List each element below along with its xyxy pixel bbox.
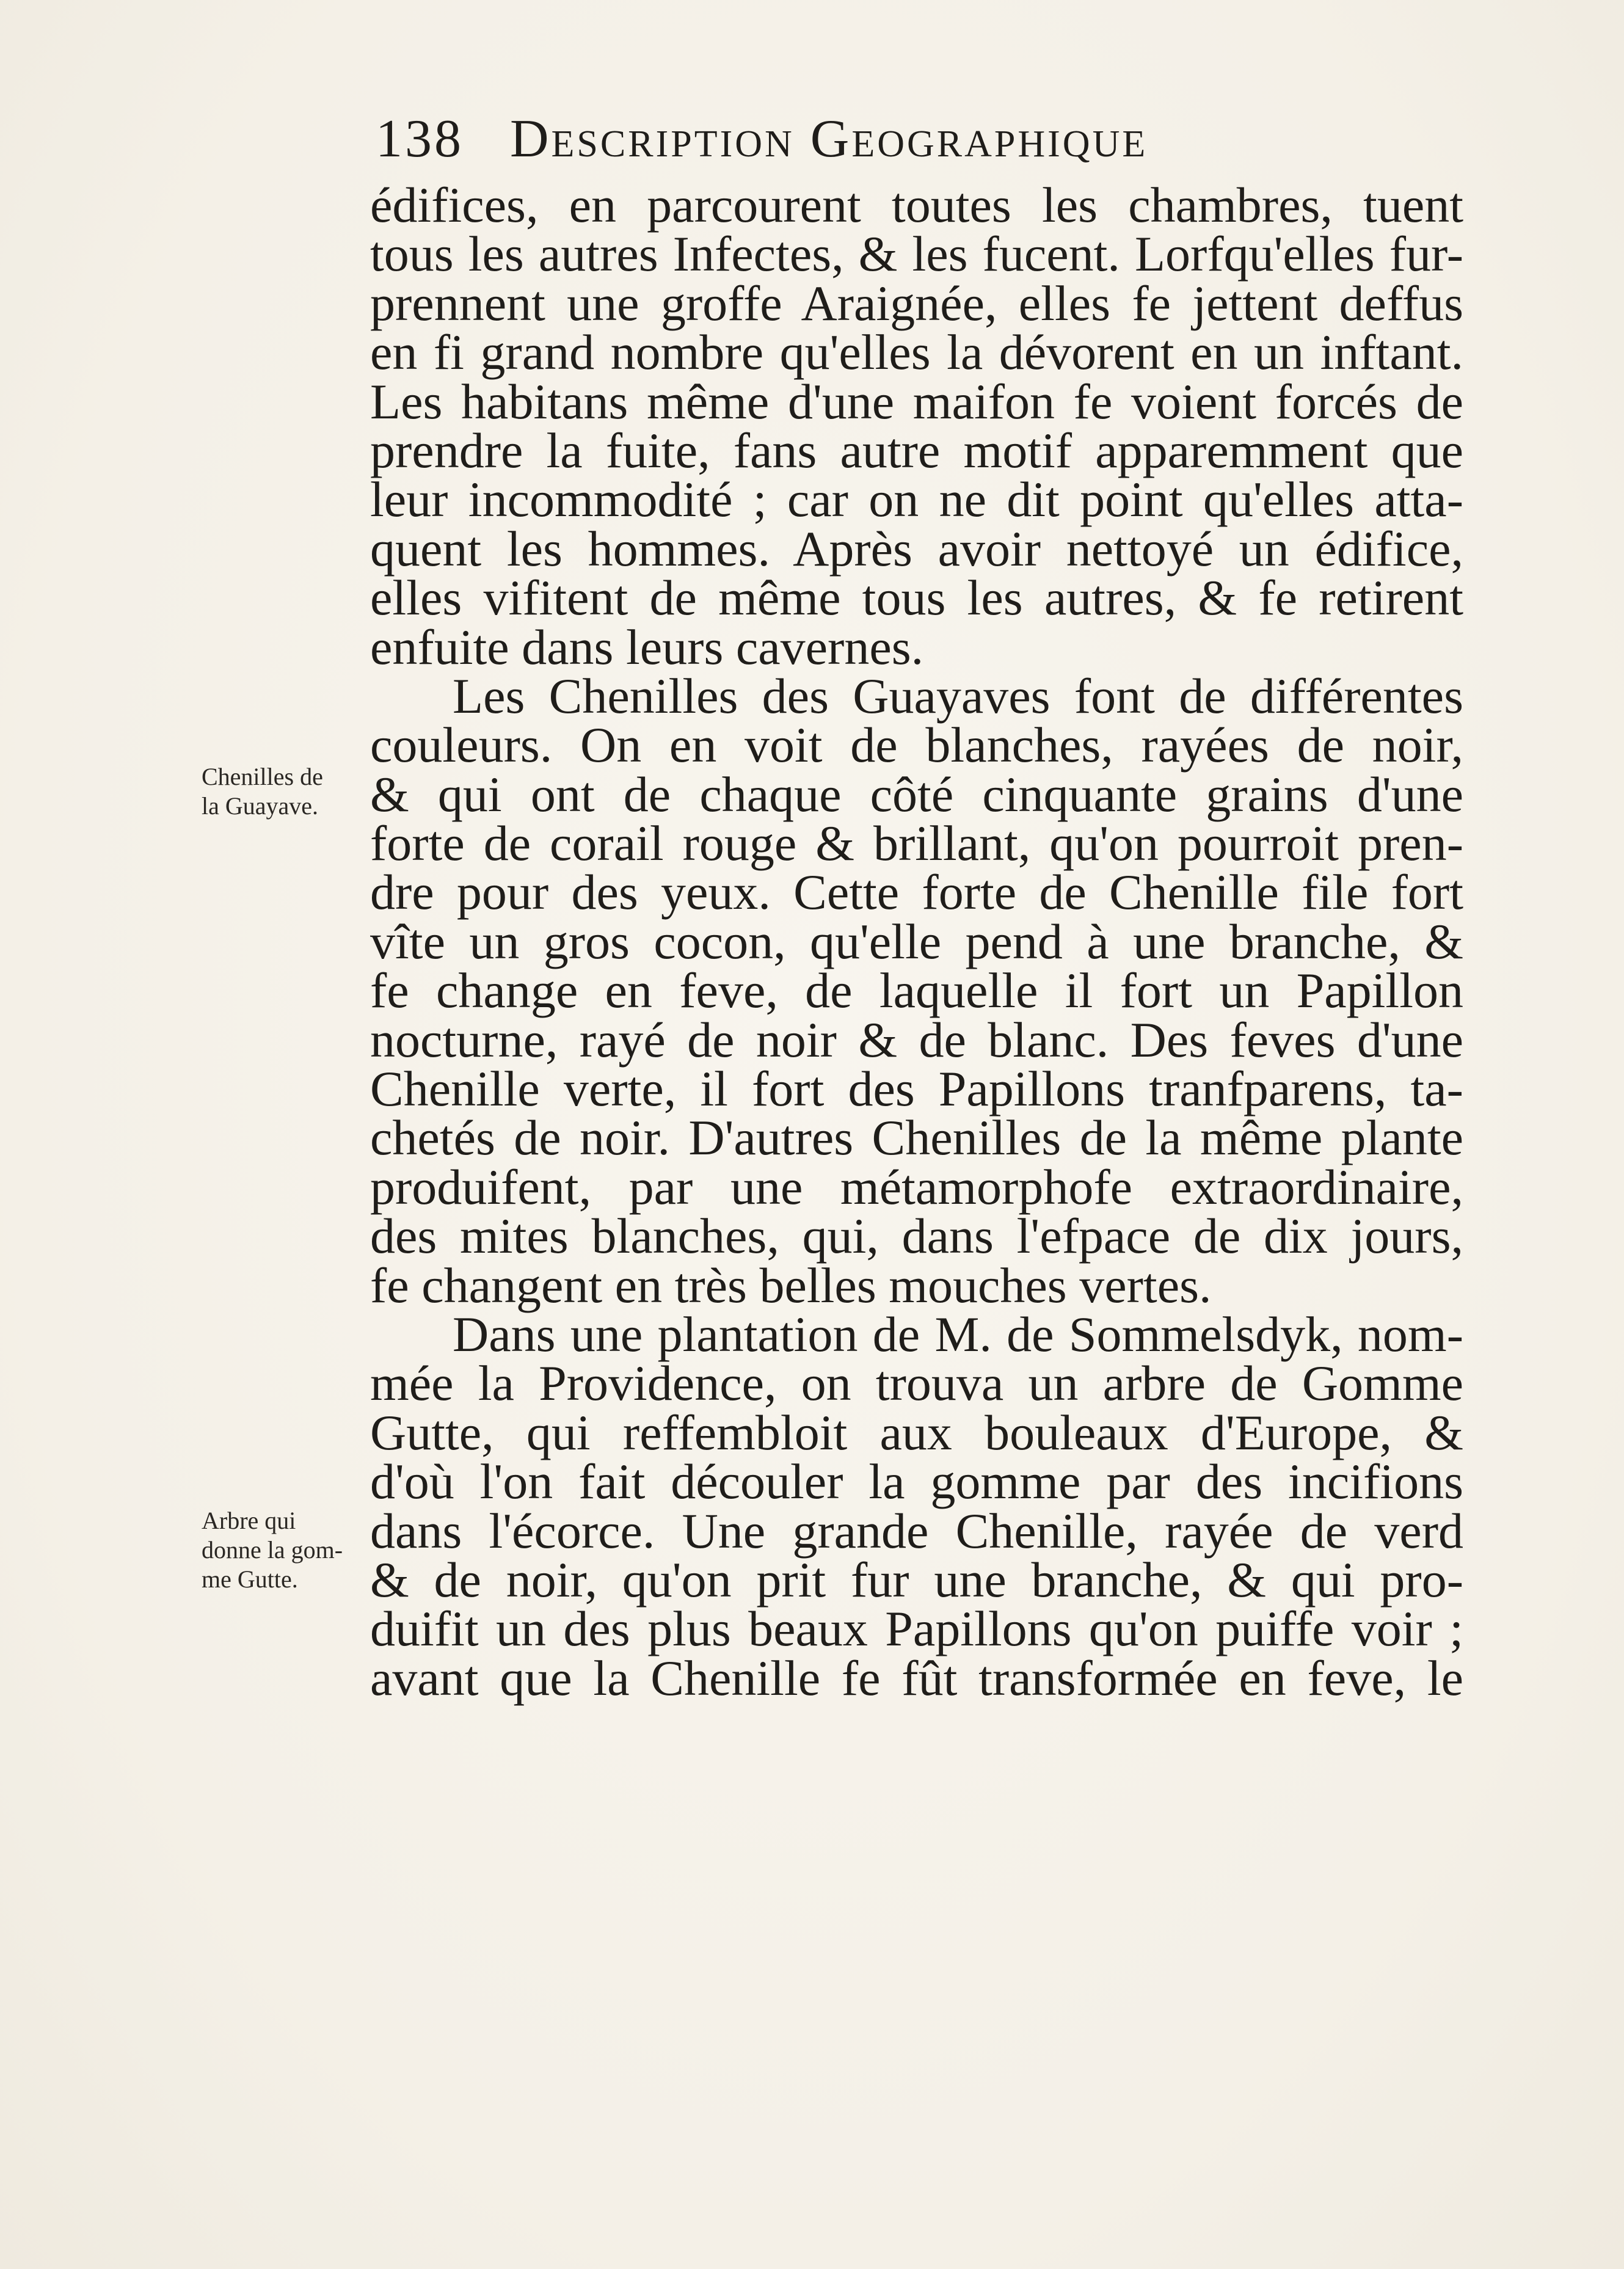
text-line: prennent une groffe Araignée, elles fe jettent deffus	[370, 275, 1463, 331]
margin-note-arbre	[202, 1506, 343, 1594]
text-line: couleurs. On en voit de blanches, rayées de noir,	[370, 717, 1463, 773]
margin-note-chenilles	[202, 762, 323, 821]
text-line: mée la Providence, on trouva un arbre de Gomme	[370, 1355, 1463, 1411]
margin-note-line: donne la gom-	[202, 1536, 343, 1564]
text-line: & de noir, qu'on prit fur une branche, & qui pro-	[370, 1551, 1463, 1608]
text-line: avant que la Chenille fe fût transformée en feve, le	[370, 1650, 1463, 1706]
text-line: édifices, en parcourent toutes les chambres, tuent	[370, 177, 1463, 233]
text-line: quent les hommes. Après avoir nettoyé un édifice,	[370, 520, 1463, 577]
text-line: en fi grand nombre qu'elles la dévorent en un inftant.	[370, 324, 1463, 381]
text-line: fe changent en très belles mouches vertes.	[370, 1257, 1212, 1313]
text-line: & qui ont de chaque côté cinquante grains d'une	[370, 766, 1463, 822]
text-line: duifit un des plus beaux Papillons qu'on puiffe voir ;	[370, 1601, 1463, 1657]
running-title: Description Geographique	[510, 109, 1148, 169]
body-text	[370, 177, 1463, 1706]
running-head	[376, 103, 1475, 176]
text-line: forte de corail rouge & brillant, qu'on pourroit pren-	[370, 815, 1463, 872]
text-line: dans l'écorce. Une grande Chenille, rayée de verd	[370, 1502, 1463, 1559]
text-line: vîte un gros cocon, qu'elle pend à une branche, &	[370, 913, 1463, 969]
margin-note-line: me Gutte.	[202, 1565, 298, 1593]
page-number: 138	[376, 109, 464, 169]
text-line: Chenille verte, il fort des Papillons tranfparens, ta-	[370, 1061, 1463, 1117]
margin-note-line: Arbre qui	[202, 1507, 296, 1534]
paragraph-start-line: Les Chenilles des Guayaves font de différentes	[453, 668, 1463, 724]
margin-note-line: Chenilles de	[202, 763, 323, 790]
text-line: Gutte, qui reffembloit aux bouleaux d'Europe, &	[370, 1404, 1463, 1460]
text-line: produifent, par une métamorphofe extraordinaire,	[370, 1159, 1463, 1215]
text-line: leur incommodité ; car on ne dit point qu'elles atta-	[370, 472, 1463, 528]
text-line: tous les autres Infectes, & les fucent. Lorfqu'elles fur-	[370, 226, 1463, 282]
text-line: prendre la fuite, fans autre motif apparemment que	[370, 422, 1463, 478]
text-line: Les habitans même d'une maifon fe voient forcés de	[370, 373, 1463, 429]
text-line: des mites blanches, qui, dans l'efpace de dix jours,	[370, 1208, 1463, 1264]
text-line: d'où l'on fait découler la gomme par des incifions	[370, 1454, 1463, 1510]
text-line: elles vifitent de même tous les autres, & fe retirent	[370, 570, 1463, 626]
text-line: chetés de noir. D'autres Chenilles de la même plante	[370, 1110, 1463, 1166]
paragraph-start-line: Dans une plantation de M. de Sommelsdyk, nom-	[453, 1306, 1463, 1362]
text-line: nocturne, rayé de noir & de blanc. Des feves d'une	[370, 1011, 1463, 1068]
text-line: dre pour des yeux. Cette forte de Chenille file fort	[370, 864, 1463, 920]
text-line: fe change en feve, de laquelle il fort un Papillon	[370, 963, 1463, 1019]
margin-note-line: la Guayave.	[202, 792, 319, 820]
text-line: enfuite dans leurs cavernes.	[370, 619, 924, 675]
